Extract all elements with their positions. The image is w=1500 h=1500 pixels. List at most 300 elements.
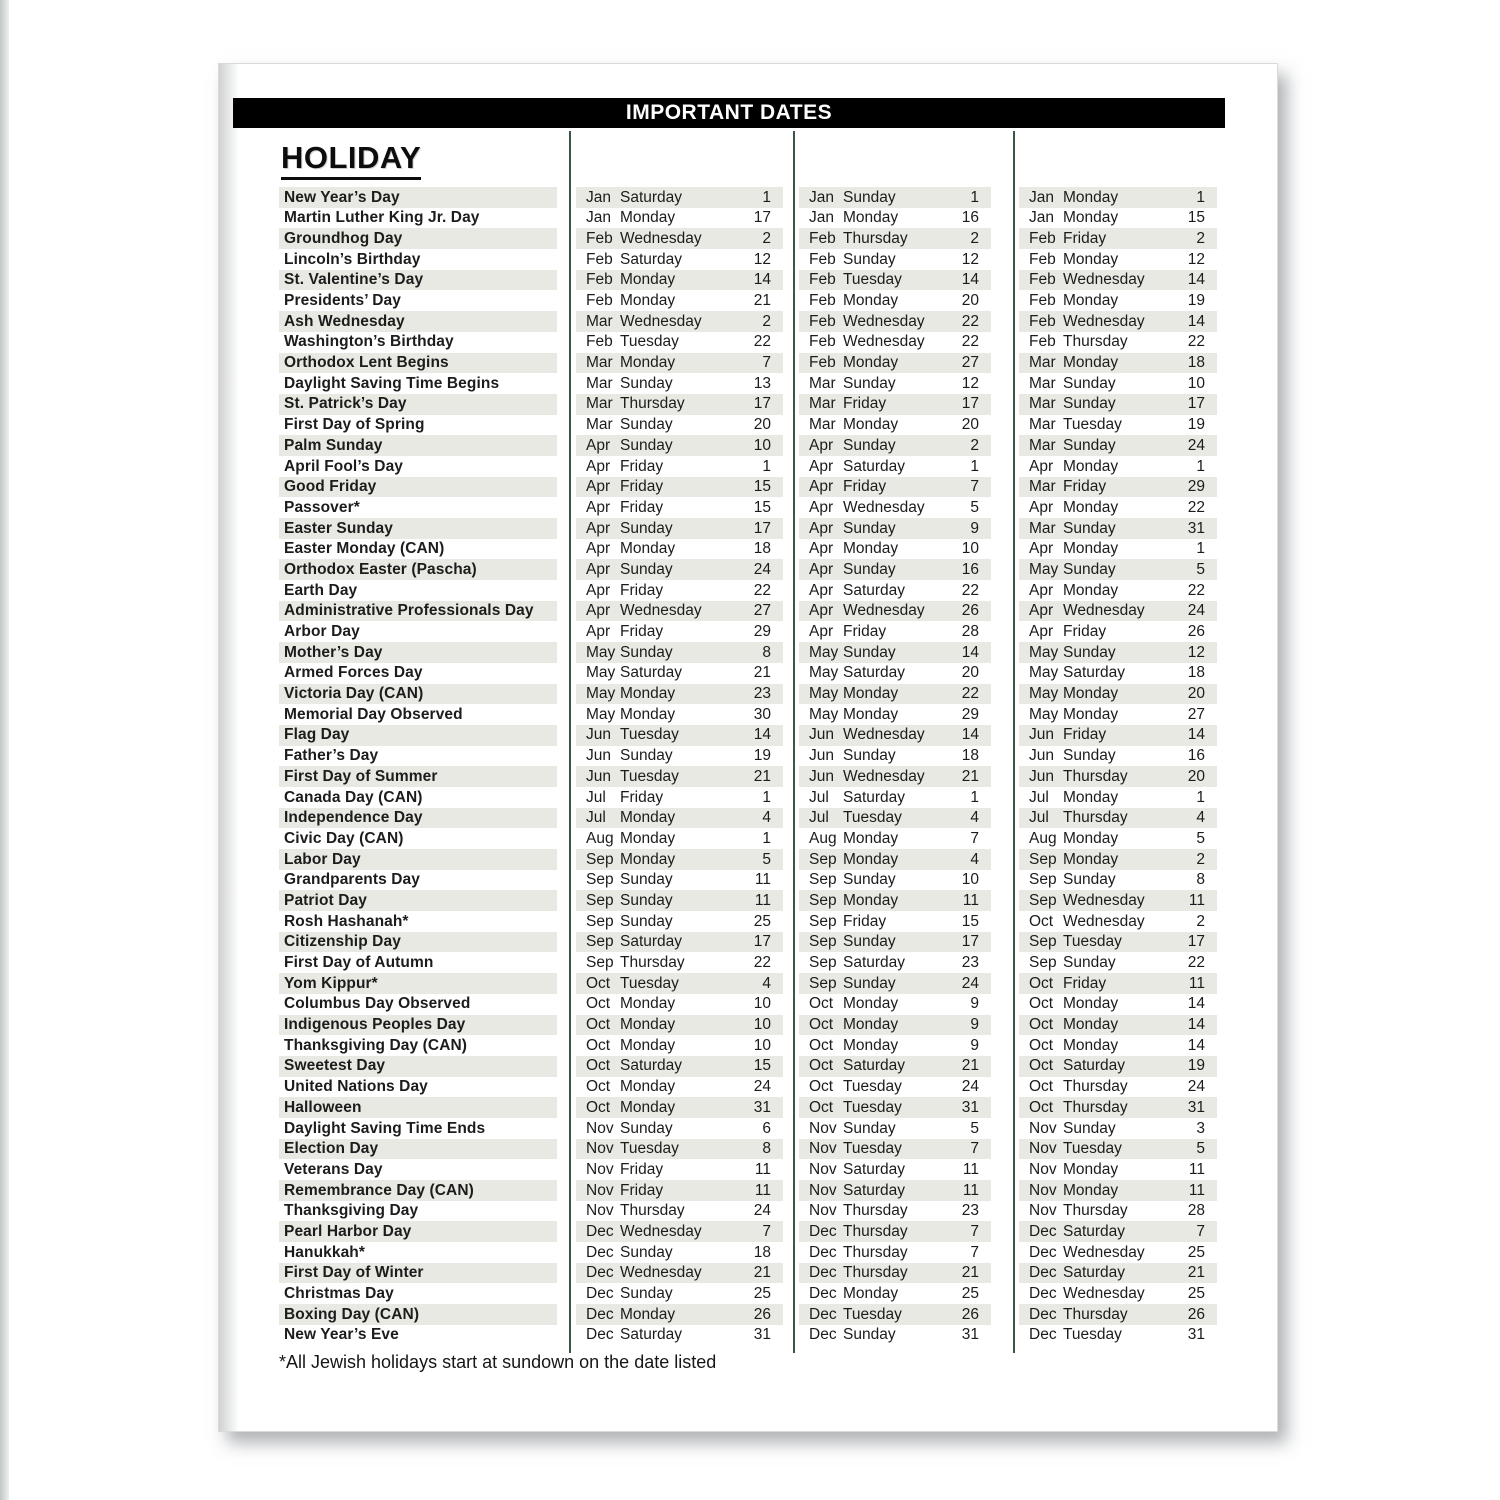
day-cell: 5	[1196, 1140, 1205, 1158]
month-cell: Jul	[586, 809, 606, 827]
month-cell: Nov	[1029, 1202, 1057, 1220]
weekday-cell: Monday	[620, 705, 676, 723]
date-cell-year1	[576, 518, 783, 539]
month-cell: Jul	[586, 788, 606, 806]
month-cell: May	[1029, 560, 1059, 578]
day-cell: 7	[970, 1222, 979, 1240]
date-cell-year1	[576, 746, 783, 767]
month-cell: Apr	[1029, 457, 1054, 475]
month-cell: May	[809, 705, 839, 723]
day-cell: 27	[1187, 705, 1205, 723]
holiday-name: Sweetest Day	[279, 1056, 557, 1077]
day-cell: 15	[753, 1057, 771, 1075]
month-cell: Mar	[586, 395, 613, 413]
month-cell: Apr	[586, 457, 611, 475]
table-row	[279, 952, 1219, 973]
table-row	[279, 766, 1219, 787]
month-cell: Nov	[809, 1140, 837, 1158]
month-cell: Feb	[586, 229, 613, 247]
day-cell: 12	[961, 250, 979, 268]
month-cell: Mar	[586, 416, 613, 434]
holiday-name: Daylight Saving Time Ends	[284, 1119, 486, 1137]
date-cell-year2	[799, 766, 991, 787]
month-cell: Oct	[1029, 1016, 1054, 1034]
date-cell-year2	[799, 1159, 991, 1180]
month-cell: Apr	[809, 519, 834, 537]
day-cell: 22	[961, 333, 979, 351]
holiday-name: Armed Forces Day	[284, 664, 423, 682]
month-cell: May	[1029, 705, 1059, 723]
holiday-name: Daylight Saving Time Begins	[284, 374, 500, 392]
day-cell: 14	[1187, 726, 1205, 744]
date-cell-year2	[799, 518, 991, 539]
table-row	[279, 1201, 1219, 1222]
day-cell: 14	[753, 726, 771, 744]
date-cell-year2	[799, 1180, 991, 1201]
weekday-cell: Saturday	[1063, 1264, 1126, 1282]
holiday-name: Flag Day	[279, 725, 557, 746]
date-cell-year3	[1019, 290, 1217, 311]
table-row	[279, 725, 1219, 746]
date-cell-year1	[576, 1015, 783, 1036]
holiday-name: Pearl Harbor Day	[279, 1221, 557, 1242]
day-cell: 19	[1187, 292, 1205, 310]
holiday-name: Thanksgiving Day (CAN)	[284, 1036, 468, 1054]
weekday-cell: Saturday	[620, 188, 683, 206]
date-cell-year1	[576, 994, 783, 1015]
month-cell: Jul	[809, 788, 829, 806]
day-cell: 25	[1187, 1243, 1205, 1261]
day-cell: 25	[753, 912, 771, 930]
day-cell: 1	[1196, 788, 1205, 806]
weekday-cell: Monday	[843, 705, 899, 723]
month-cell: Feb	[1029, 312, 1056, 330]
date-cell-year3	[1019, 187, 1217, 208]
date-cell-year1	[576, 870, 783, 891]
month-cell: Mar	[809, 395, 836, 413]
date-cell-year2	[799, 1325, 991, 1346]
day-cell: 5	[1196, 560, 1205, 578]
holiday-name: First Day of Spring	[284, 416, 425, 434]
month-cell: Oct	[809, 1016, 834, 1034]
weekday-cell: Saturday	[843, 664, 906, 682]
month-cell: Mar	[1029, 519, 1056, 537]
table-row	[279, 477, 1219, 498]
date-cell-year1	[576, 1035, 783, 1056]
day-cell: 17	[961, 395, 979, 413]
holiday-name: Independence Day	[279, 808, 557, 829]
table-row	[279, 601, 1219, 622]
month-cell: Jun	[809, 747, 834, 765]
day-cell: 20	[1187, 685, 1205, 703]
weekday-cell: Sunday	[620, 747, 673, 765]
date-cell-year3	[1019, 601, 1217, 622]
date-cell-year1	[576, 208, 783, 229]
date-cell-year3	[1019, 539, 1217, 560]
date-cell-year3	[1019, 849, 1217, 870]
day-cell: 29	[1187, 478, 1205, 496]
weekday-cell: Wednesday	[843, 767, 925, 785]
weekday-cell: Sunday	[620, 1243, 673, 1261]
weekday-cell: Friday	[1063, 726, 1107, 744]
month-cell: Nov	[586, 1160, 614, 1178]
date-cell-year2	[799, 932, 991, 953]
day-cell: 13	[753, 374, 771, 392]
holiday-name: Labor Day	[279, 849, 557, 870]
day-cell: 17	[1187, 395, 1205, 413]
weekday-cell: Sunday	[843, 560, 896, 578]
date-cell-year3	[1019, 684, 1217, 705]
date-cell-year2	[799, 1118, 991, 1139]
weekday-cell: Thursday	[843, 229, 908, 247]
month-cell: Jan	[809, 209, 834, 227]
weekday-cell: Wednesday	[843, 333, 925, 351]
month-cell: Oct	[586, 1098, 611, 1116]
weekday-cell: Monday	[1063, 685, 1119, 703]
table-row	[279, 684, 1219, 705]
table-row	[279, 1118, 1219, 1139]
month-cell: Oct	[1029, 1098, 1054, 1116]
date-cell-year1	[576, 932, 783, 953]
day-cell: 22	[753, 333, 771, 351]
table-row	[279, 1077, 1219, 1098]
date-cell-year3	[1019, 890, 1217, 911]
header-title: IMPORTANT DATES	[625, 101, 833, 124]
day-cell: 1	[1196, 457, 1205, 475]
day-cell: 2	[762, 312, 771, 330]
weekday-cell: Sunday	[843, 519, 896, 537]
day-cell: 29	[753, 623, 771, 641]
holiday-name: Yom Kippur*	[279, 973, 557, 994]
day-cell: 28	[1187, 1202, 1205, 1220]
day-cell: 11	[754, 871, 771, 889]
date-cell-year1	[576, 353, 783, 374]
holiday-name: Orthodox Lent Begins	[279, 353, 557, 374]
month-cell: Jun	[1029, 767, 1054, 785]
weekday-cell: Monday	[843, 209, 899, 227]
month-cell: Sep	[1029, 933, 1057, 951]
day-cell: 1	[762, 188, 771, 206]
day-cell: 1	[970, 457, 979, 475]
weekday-cell: Monday	[1063, 1016, 1119, 1034]
date-cell-year1	[576, 890, 783, 911]
month-cell: Oct	[1029, 1036, 1054, 1054]
weekday-cell: Sunday	[1063, 374, 1116, 392]
date-cell-year1	[576, 290, 783, 311]
date-cell-year1	[576, 539, 783, 560]
day-cell: 4	[970, 809, 979, 827]
date-cell-year1	[576, 766, 783, 787]
day-cell: 18	[753, 1243, 771, 1261]
month-cell: Mar	[586, 312, 613, 330]
weekday-cell: Tuesday	[843, 271, 902, 289]
month-cell: Dec	[586, 1264, 614, 1282]
date-cell-year2	[799, 828, 991, 849]
weekday-cell: Thursday	[843, 1243, 908, 1261]
month-cell: Oct	[586, 1057, 611, 1075]
month-cell: Apr	[809, 560, 834, 578]
month-cell: Feb	[809, 333, 836, 351]
table-row	[279, 1304, 1219, 1325]
day-cell: 21	[961, 1264, 979, 1282]
day-cell: 14	[961, 726, 979, 744]
weekday-cell: Sunday	[1063, 871, 1116, 889]
date-cell-year3	[1019, 1015, 1217, 1036]
weekday-cell: Tuesday	[843, 1078, 902, 1096]
holiday-name: Presidents’ Day	[284, 292, 401, 310]
date-cell-year3	[1019, 828, 1217, 849]
day-cell: 22	[1187, 498, 1205, 516]
weekday-cell: Monday	[620, 1098, 676, 1116]
weekday-cell: Tuesday	[1063, 1326, 1122, 1344]
table-row	[279, 456, 1219, 477]
date-cell-year3	[1019, 270, 1217, 291]
weekday-cell: Monday	[620, 829, 676, 847]
month-cell: Sep	[809, 933, 837, 951]
day-cell: 4	[762, 809, 771, 827]
date-cell-year2	[799, 270, 991, 291]
day-cell: 23	[961, 954, 979, 972]
month-cell: Nov	[809, 1202, 837, 1220]
date-cell-year3	[1019, 787, 1217, 808]
date-cell-year2	[799, 228, 991, 249]
day-cell: 10	[753, 995, 771, 1013]
weekday-cell: Saturday	[620, 1057, 683, 1075]
weekday-cell: Tuesday	[1063, 416, 1122, 434]
weekday-cell: Friday	[843, 395, 887, 413]
month-cell: Feb	[1029, 333, 1056, 351]
weekday-cell: Sunday	[620, 871, 673, 889]
holiday-name: Easter Monday (CAN)	[284, 540, 445, 558]
holiday-name: Lincoln’s Birthday	[284, 250, 421, 268]
day-cell: 10	[753, 436, 771, 454]
footnote: *All Jewish holidays start at sundown on the date listed	[279, 1352, 717, 1372]
month-cell: Oct	[809, 1036, 834, 1054]
table-row	[279, 642, 1219, 663]
day-cell: 18	[753, 540, 771, 558]
day-cell: 26	[961, 1305, 979, 1323]
weekday-cell: Sunday	[1063, 1119, 1116, 1137]
date-cell-year1	[576, 394, 783, 415]
date-cell-year1	[576, 1180, 783, 1201]
date-cell-year2	[799, 1077, 991, 1098]
day-cell: 1	[970, 788, 979, 806]
table-row	[279, 911, 1219, 932]
date-cell-year1	[576, 228, 783, 249]
weekday-cell: Thursday	[620, 954, 685, 972]
date-cell-year2	[799, 332, 991, 353]
day-cell: 24	[753, 1202, 771, 1220]
date-cell-year1	[576, 249, 783, 270]
weekday-cell: Monday	[1063, 995, 1119, 1013]
day-cell: 7	[762, 1222, 771, 1240]
day-cell: 11	[754, 891, 771, 909]
month-cell: Jun	[809, 767, 834, 785]
weekday-cell: Monday	[843, 891, 899, 909]
day-cell: 20	[1187, 767, 1205, 785]
weekday-cell: Monday	[620, 1036, 676, 1054]
date-cell-year1	[576, 1325, 783, 1346]
date-cell-year3	[1019, 580, 1217, 601]
weekday-cell: Saturday	[620, 664, 683, 682]
month-cell: Dec	[809, 1285, 837, 1303]
weekday-cell: Friday	[620, 1160, 664, 1178]
day-cell: 12	[1187, 643, 1205, 661]
month-cell: May	[1029, 664, 1059, 682]
holiday-name: Father’s Day	[284, 747, 379, 765]
date-cell-year3	[1019, 1201, 1217, 1222]
date-cell-year3	[1019, 952, 1217, 973]
day-cell: 21	[1187, 1264, 1205, 1282]
date-cell-year1	[576, 1283, 783, 1304]
table-row	[279, 1056, 1219, 1077]
date-cell-year2	[799, 642, 991, 663]
month-cell: Apr	[586, 581, 611, 599]
table-row	[279, 1242, 1219, 1263]
month-cell: Feb	[586, 292, 613, 310]
date-cell-year3	[1019, 1139, 1217, 1160]
weekday-cell: Saturday	[843, 581, 906, 599]
day-cell: 1	[762, 457, 771, 475]
day-cell: 15	[753, 498, 771, 516]
day-cell: 2	[970, 436, 979, 454]
weekday-cell: Monday	[843, 354, 899, 372]
date-cell-year2	[799, 1097, 991, 1118]
holiday-name: Passover*	[284, 498, 360, 516]
day-cell: 7	[1196, 1222, 1205, 1240]
month-cell: Jan	[586, 188, 611, 206]
month-cell: Feb	[586, 271, 613, 289]
table-row	[279, 353, 1219, 374]
weekday-cell: Saturday	[843, 457, 906, 475]
month-cell: Oct	[1029, 1078, 1054, 1096]
holiday-name: Rosh Hashanah*	[284, 912, 409, 930]
month-cell: Apr	[586, 560, 611, 578]
weekday-cell: Sunday	[843, 1326, 896, 1344]
month-cell: Mar	[586, 354, 613, 372]
date-cell-year2	[799, 663, 991, 684]
month-cell: Mar	[1029, 416, 1056, 434]
day-cell: 19	[1187, 416, 1205, 434]
weekday-cell: Friday	[843, 623, 887, 641]
date-cell-year3	[1019, 704, 1217, 725]
day-cell: 14	[1187, 995, 1205, 1013]
date-cell-year3	[1019, 1263, 1217, 1284]
date-cell-year3	[1019, 1056, 1217, 1077]
date-cell-year1	[576, 373, 783, 394]
date-cell-year2	[799, 249, 991, 270]
month-cell: Nov	[586, 1119, 614, 1137]
page-binding-shadow	[219, 64, 239, 1431]
holiday-name: Election Day	[279, 1139, 557, 1160]
date-cell-year3	[1019, 518, 1217, 539]
weekday-cell: Sunday	[1063, 747, 1116, 765]
day-cell: 8	[762, 1140, 771, 1158]
holiday-name: Columbus Day Observed	[284, 995, 471, 1013]
month-cell: Mar	[586, 374, 613, 392]
day-cell: 17	[753, 209, 771, 227]
day-cell: 31	[1187, 519, 1205, 537]
weekday-cell: Sunday	[843, 871, 896, 889]
weekday-cell: Sunday	[620, 1285, 673, 1303]
month-cell: Apr	[809, 457, 834, 475]
date-cell-year3	[1019, 1159, 1217, 1180]
month-cell: Oct	[586, 974, 611, 992]
month-cell: Dec	[1029, 1264, 1057, 1282]
month-cell: Oct	[1029, 995, 1054, 1013]
holiday-name: New Year’s Eve	[284, 1326, 399, 1344]
table-row	[279, 580, 1219, 601]
weekday-cell: Wednesday	[620, 229, 702, 247]
weekday-cell: Monday	[620, 995, 676, 1013]
month-cell: Apr	[1029, 498, 1054, 516]
month-cell: Apr	[809, 540, 834, 558]
table-row	[279, 1139, 1219, 1160]
date-cell-year2	[799, 477, 991, 498]
month-cell: Apr	[809, 498, 834, 516]
date-cell-year2	[799, 621, 991, 642]
date-cell-year3	[1019, 932, 1217, 953]
month-cell: Mar	[809, 374, 836, 392]
day-cell: 16	[961, 209, 979, 227]
month-cell: Dec	[1029, 1243, 1057, 1261]
month-cell: Dec	[586, 1222, 614, 1240]
month-cell: Nov	[586, 1181, 614, 1199]
weekday-cell: Monday	[1063, 457, 1119, 475]
table-row	[279, 270, 1219, 291]
holiday-table	[279, 187, 1219, 1346]
day-cell: 2	[1196, 912, 1205, 930]
table-row	[279, 373, 1219, 394]
month-cell: Dec	[1029, 1326, 1057, 1344]
month-cell: Apr	[586, 602, 611, 620]
date-cell-year2	[799, 787, 991, 808]
weekday-cell: Monday	[1063, 850, 1119, 868]
date-cell-year3	[1019, 559, 1217, 580]
month-cell: Sep	[809, 891, 837, 909]
day-cell: 10	[753, 1016, 771, 1034]
day-cell: 7	[970, 829, 979, 847]
weekday-cell: Friday	[1063, 623, 1107, 641]
month-cell: Jul	[1029, 788, 1049, 806]
month-cell: Nov	[1029, 1181, 1057, 1199]
day-cell: 19	[1187, 1057, 1205, 1075]
month-cell: Feb	[1029, 250, 1056, 268]
holiday-name: St. Patrick’s Day	[279, 394, 557, 415]
weekday-cell: Friday	[620, 581, 664, 599]
holiday-name: Orthodox Easter (Pascha)	[279, 559, 557, 580]
month-cell: Oct	[586, 995, 611, 1013]
weekday-cell: Tuesday	[843, 1098, 902, 1116]
holiday-name: Ash Wednesday	[279, 311, 557, 332]
weekday-cell: Saturday	[843, 954, 906, 972]
day-cell: 17	[753, 395, 771, 413]
date-cell-year1	[576, 601, 783, 622]
holiday-name: Earth Day	[284, 581, 358, 599]
month-cell: May	[586, 685, 616, 703]
weekday-cell: Monday	[1063, 788, 1119, 806]
table-row	[279, 870, 1219, 891]
month-cell: Aug	[809, 829, 837, 847]
day-cell: 9	[970, 995, 979, 1013]
day-cell: 19	[753, 747, 771, 765]
scan-edge-strip	[0, 0, 9, 1500]
date-cell-year3	[1019, 435, 1217, 456]
month-cell: Dec	[1029, 1305, 1057, 1323]
weekday-cell: Thursday	[1063, 809, 1128, 827]
holiday-name: Palm Sunday	[279, 435, 557, 456]
date-cell-year1	[576, 849, 783, 870]
